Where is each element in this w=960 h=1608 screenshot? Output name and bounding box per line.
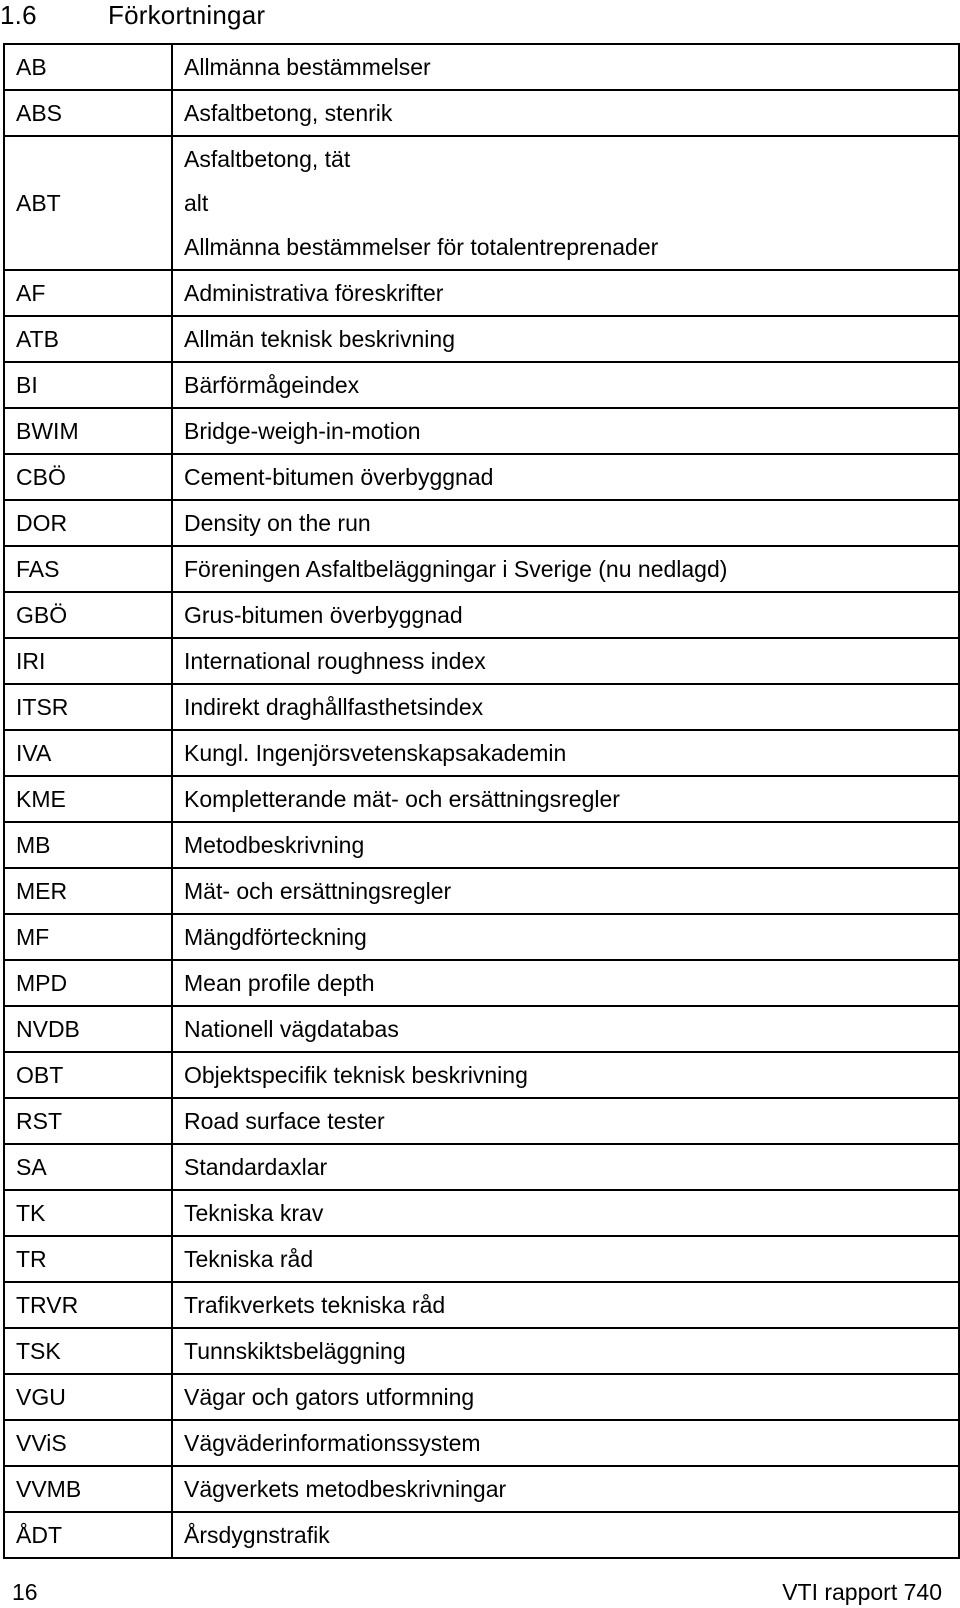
meaning-line: Indirekt draghållfasthetsindex	[184, 694, 484, 720]
abbreviation-code: FAS	[4, 546, 172, 592]
abbreviation-code: OBT	[4, 1052, 172, 1098]
section-title: Förkortningar	[108, 0, 266, 30]
meaning-line: Objektspecifik teknisk beskrivning	[184, 1062, 528, 1088]
abbreviation-meaning	[172, 1052, 959, 1098]
abbreviation-meaning	[172, 1236, 959, 1282]
abbreviation-meaning	[172, 960, 959, 1006]
meaning-line: Cement-bitumen överbyggnad	[184, 464, 494, 490]
table-row	[4, 1328, 959, 1374]
table-row	[4, 730, 959, 776]
table-row	[4, 684, 959, 730]
abbreviation-code: MF	[4, 914, 172, 960]
table-row	[4, 454, 959, 500]
meaning-line: Asfaltbetong, stenrik	[184, 100, 393, 126]
meaning-line: Kompletterande mät- och ersättningsregler	[184, 786, 620, 812]
abbreviation-meaning	[172, 776, 959, 822]
table-row	[4, 1466, 959, 1512]
meaning-line: Allmänna bestämmelser för totalentreprenader	[184, 234, 659, 260]
abbreviations-table-body	[4, 44, 959, 1558]
page-number: 16	[12, 1579, 38, 1605]
abbreviation-code: BWIM	[4, 408, 172, 454]
abbreviation-meaning	[172, 362, 959, 408]
abbreviation-code: VViS	[4, 1420, 172, 1466]
table-row	[4, 1098, 959, 1144]
abbreviation-code: ABS	[4, 90, 172, 136]
abbreviation-meaning	[172, 592, 959, 638]
table-row	[4, 546, 959, 592]
abbreviation-meaning	[172, 868, 959, 914]
abbreviation-code: ATB	[4, 316, 172, 362]
abbreviation-meaning	[172, 44, 959, 90]
abbreviation-meaning	[172, 822, 959, 868]
meaning-line: Kungl. Ingenjörsvetenskapsakademin	[184, 740, 567, 766]
meaning-line: Vägväderinformationssystem	[184, 1430, 481, 1456]
meaning-line: Mean profile depth	[184, 970, 375, 996]
abbreviation-code: GBÖ	[4, 592, 172, 638]
table-row	[4, 1420, 959, 1466]
meaning-line: Föreningen Asfaltbeläggningar i Sverige (nu nedlagd)	[184, 556, 728, 582]
abbreviation-meaning	[172, 1282, 959, 1328]
meaning-line: Årsdygnstrafik	[184, 1522, 330, 1548]
abbreviation-meaning	[172, 1328, 959, 1374]
meaning-line: Tunnskiktsbeläggning	[184, 1338, 406, 1364]
table-row	[4, 1190, 959, 1236]
abbreviation-code: AB	[4, 44, 172, 90]
meaning-line: Bärförmågeindex	[184, 372, 360, 398]
abbreviation-code: MB	[4, 822, 172, 868]
abbreviation-code: CBÖ	[4, 454, 172, 500]
abbreviation-code: DOR	[4, 500, 172, 546]
abbreviation-meaning	[172, 1098, 959, 1144]
meaning-line: Administrativa föreskrifter	[184, 280, 444, 306]
abbreviation-meaning	[172, 1512, 959, 1558]
abbreviation-meaning	[172, 136, 959, 270]
table-row	[4, 90, 959, 136]
section-heading	[0, 0, 265, 34]
page-footer	[0, 1578, 960, 1608]
table-row	[4, 1282, 959, 1328]
abbreviation-meaning	[172, 1190, 959, 1236]
abbreviation-meaning	[172, 730, 959, 776]
table-row	[4, 638, 959, 684]
abbreviation-code: BI	[4, 362, 172, 408]
abbreviation-meaning	[172, 638, 959, 684]
meaning-line: Trafikverkets tekniska råd	[184, 1292, 446, 1318]
abbreviation-meaning	[172, 1420, 959, 1466]
meaning-line: Nationell vägdatabas	[184, 1016, 399, 1042]
meaning-line: Asfaltbetong, tät	[184, 146, 351, 172]
meaning-line: Metodbeskrivning	[184, 832, 365, 858]
table-row	[4, 500, 959, 546]
meaning-line: Mängdförteckning	[184, 924, 367, 950]
abbreviation-code: TRVR	[4, 1282, 172, 1328]
abbreviation-code: KME	[4, 776, 172, 822]
table-row	[4, 44, 959, 90]
meaning-line: Density on the run	[184, 510, 371, 536]
table-row	[4, 270, 959, 316]
abbreviation-code: MER	[4, 868, 172, 914]
meaning-line: Tekniska krav	[184, 1200, 324, 1226]
report-name: VTI rapport 740	[782, 1579, 942, 1605]
abbreviation-meaning	[172, 914, 959, 960]
abbreviation-code: TSK	[4, 1328, 172, 1374]
abbreviation-meaning	[172, 546, 959, 592]
meaning-line: Grus-bitumen överbyggnad	[184, 602, 463, 628]
table-row	[4, 1374, 959, 1420]
meaning-line: Mät- och ersättningsregler	[184, 878, 452, 904]
table-row	[4, 1144, 959, 1190]
abbreviation-meaning	[172, 1144, 959, 1190]
abbreviation-code: ITSR	[4, 684, 172, 730]
table-row	[4, 316, 959, 362]
abbreviation-code: MPD	[4, 960, 172, 1006]
section-number: 1.6	[0, 0, 37, 30]
abbreviation-code: SA	[4, 1144, 172, 1190]
abbreviation-meaning	[172, 316, 959, 362]
meaning-line: International roughness index	[184, 648, 486, 674]
table-row	[4, 914, 959, 960]
table-row	[4, 960, 959, 1006]
meaning-line: Bridge-weigh-in-motion	[184, 418, 421, 444]
table-row	[4, 362, 959, 408]
abbreviation-code: AF	[4, 270, 172, 316]
abbreviation-code: VGU	[4, 1374, 172, 1420]
table-row	[4, 776, 959, 822]
abbreviation-code: VVMB	[4, 1466, 172, 1512]
table-row	[4, 1236, 959, 1282]
abbreviation-code: TK	[4, 1190, 172, 1236]
meaning-line: Road surface tester	[184, 1108, 385, 1134]
table-row	[4, 868, 959, 914]
abbreviation-code: IRI	[4, 638, 172, 684]
abbreviation-meaning	[172, 500, 959, 546]
abbreviation-meaning	[172, 1466, 959, 1512]
table-row	[4, 408, 959, 454]
abbreviation-meaning	[172, 270, 959, 316]
abbreviation-code: ABT	[4, 136, 172, 270]
meaning-line: Allmän teknisk beskrivning	[184, 326, 456, 352]
abbreviation-meaning	[172, 1006, 959, 1052]
abbreviation-meaning	[172, 90, 959, 136]
abbreviation-meaning	[172, 408, 959, 454]
table-row	[4, 136, 959, 270]
abbreviation-code: IVA	[4, 730, 172, 776]
abbreviation-meaning	[172, 684, 959, 730]
abbreviation-code: ÅDT	[4, 1512, 172, 1558]
meaning-line: Standardaxlar	[184, 1154, 328, 1180]
abbreviations-table	[3, 43, 960, 1559]
table-row	[4, 1006, 959, 1052]
abbreviation-meaning	[172, 454, 959, 500]
meaning-line: alt	[184, 190, 209, 216]
abbreviation-code: TR	[4, 1236, 172, 1282]
table-row	[4, 822, 959, 868]
abbreviation-code: RST	[4, 1098, 172, 1144]
meaning-line: Vägar och gators utformning	[184, 1384, 475, 1410]
table-row	[4, 1052, 959, 1098]
table-row	[4, 592, 959, 638]
meaning-line: Allmänna bestämmelser	[184, 54, 431, 80]
meaning-line: Vägverkets metodbeskrivningar	[184, 1476, 507, 1502]
meaning-line: Tekniska råd	[184, 1246, 314, 1272]
table-row	[4, 1512, 959, 1558]
abbreviation-meaning	[172, 1374, 959, 1420]
abbreviation-code: NVDB	[4, 1006, 172, 1052]
